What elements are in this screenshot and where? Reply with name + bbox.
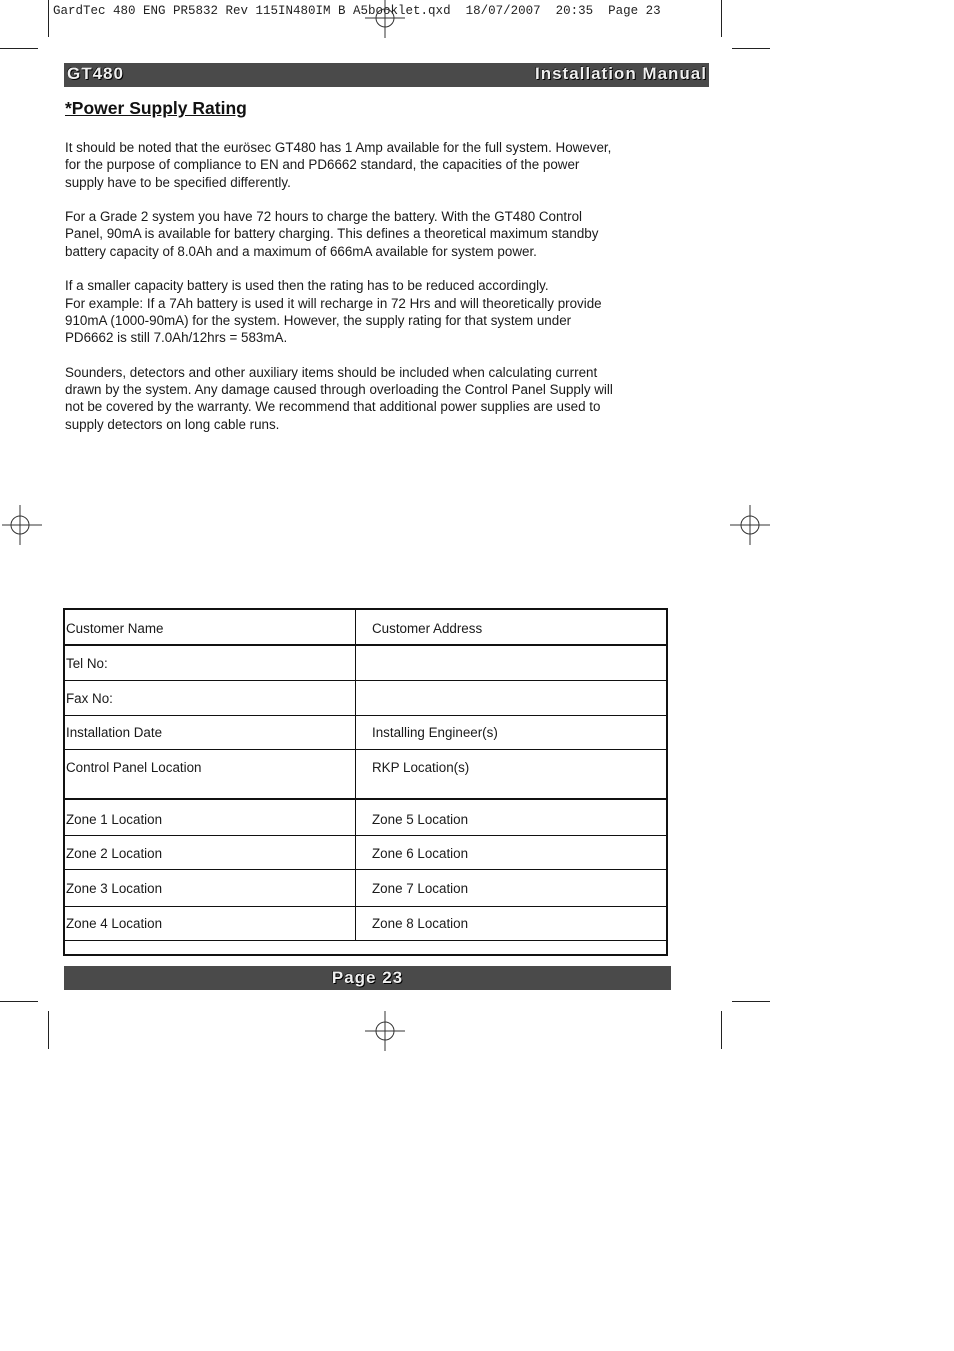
form-label-left: Zone 4 Location	[66, 916, 163, 931]
text-line: PD6662 is still 7.0Ah/12hrs = 583mA.	[65, 330, 288, 346]
form-label-left: Customer Name	[66, 621, 164, 636]
text-line: supply have to be specified differently.	[65, 174, 291, 190]
form-label-left: Fax No:	[66, 691, 113, 706]
manual-title: Installation Manual	[534, 64, 707, 83]
footer-band	[64, 966, 671, 990]
registration-mark-icon	[365, 0, 405, 38]
form-label-right: Zone 7 Location	[372, 881, 469, 896]
form-label-left: Installation Date	[66, 725, 163, 740]
form-label-left: Control Panel Location	[66, 760, 202, 775]
row-divider	[65, 644, 666, 646]
text-line: not be covered by the warranty. We recommend that additional power supplies are used to	[65, 399, 601, 415]
text-line: It should be noted that the eurösec GT480 has 1 Amp available for the full system. However,	[65, 140, 612, 155]
product-name: GT480	[67, 64, 124, 83]
crop-mark	[0, 48, 38, 49]
crop-mark	[0, 1001, 38, 1002]
row-divider	[65, 906, 666, 907]
column-divider	[355, 610, 356, 941]
section-title: *Power Supply Rating	[65, 98, 247, 118]
print-slug: GardTec 480 ENG PR5832 Rev 115IN480IM B A5booklet.qxd 18/07/2007 20:35 Page 23	[53, 4, 661, 18]
row-divider	[65, 749, 666, 750]
registration-mark-icon	[2, 505, 42, 545]
form-label-left: Tel No:	[66, 656, 108, 671]
row-divider	[65, 798, 666, 800]
text-line: battery capacity of 8.0Ah and a maximum of 666mA available for system power.	[65, 243, 537, 259]
form-label-right: Zone 5 Location	[372, 812, 469, 827]
row-divider	[65, 940, 666, 941]
form-label-right: RKP Location(s)	[372, 760, 470, 775]
text-line: for the purpose of compliance to EN and PD6662 standard, the capacities of the power	[65, 157, 580, 173]
paragraph	[65, 208, 675, 260]
crop-mark	[721, 1011, 722, 1049]
paragraph	[65, 364, 675, 433]
form-label-left: Zone 1 Location	[66, 812, 163, 827]
text-line: supply detectors on long cable runs.	[65, 416, 280, 432]
paragraph	[65, 277, 675, 346]
registration-mark-icon	[730, 505, 770, 545]
text-line: For a Grade 2 system you have 72 hours to charge the battery. With the GT480 Control	[65, 209, 583, 225]
row-divider	[65, 869, 666, 870]
form-label-left: Zone 2 Location	[66, 846, 163, 861]
registration-mark-icon	[365, 1011, 405, 1051]
page-number: Page 23	[331, 968, 404, 987]
crop-mark	[732, 1001, 770, 1002]
form-label-right: Customer Address	[372, 621, 483, 636]
crop-mark	[48, 0, 49, 37]
row-divider	[65, 680, 666, 681]
form-label-right: Zone 8 Location	[372, 916, 469, 931]
form-label-left: Zone 3 Location	[66, 881, 163, 896]
crop-mark	[732, 48, 770, 49]
paragraph	[65, 139, 675, 191]
text-line: Sounders, detectors and other auxiliary items should be included when calculating current	[65, 364, 598, 380]
crop-mark	[721, 0, 722, 37]
row-divider	[65, 835, 666, 836]
text-line: If a smaller capacity battery is used then the rating has to be reduced accordingly.	[65, 278, 549, 294]
text-line: 910mA (1000-90mA) for the system. However, the supply rating for that system under	[65, 312, 572, 328]
form-label-right: Installing Engineer(s)	[372, 725, 498, 740]
text-line: Panel, 90mA is available for battery charging. This defines a theoretical maximum standby	[65, 226, 599, 242]
header-band	[64, 63, 709, 87]
text-line: For example: If a 7Ah battery is used it will recharge in 72 Hrs and will theoretically provide	[65, 295, 602, 311]
section-body	[65, 139, 675, 450]
row-divider	[65, 715, 666, 716]
text-line: drawn by the system. Any damage caused through overloading the Control Panel Supply will	[65, 382, 613, 398]
crop-mark	[48, 1011, 49, 1049]
installation-details-table	[63, 608, 668, 956]
form-label-right: Zone 6 Location	[372, 846, 469, 861]
